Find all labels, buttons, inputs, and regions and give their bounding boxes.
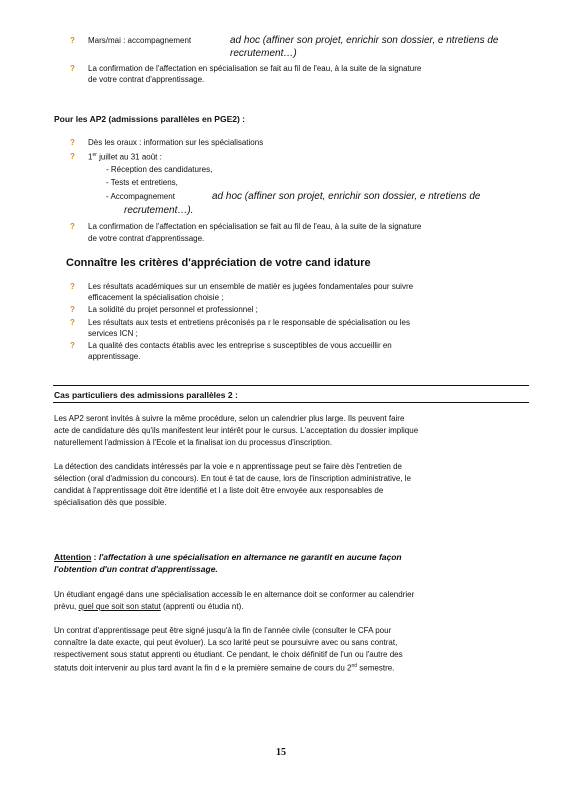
list-item-text: services ICN ; [88,329,138,338]
bullet-icon: ? [70,152,75,161]
attention-label: Attention [54,552,92,562]
sub-item: - Réception des candidatures, [106,165,213,174]
bullet-icon: ? [70,305,75,314]
list-item-text: de votre contrat d'apprentissage. [88,234,205,243]
bullet-icon: ? [70,282,75,291]
page-number: 15 [276,747,286,758]
sub-item: - Accompagnement [106,192,175,201]
divider [53,385,529,386]
paragraph-line: Un contrat d'apprentissage peut être signé jusqu'à la fin de l'année civile (consulter le CFA pour [54,626,392,635]
paragraph-line: Un étudiant engagé dans une spécialisation accessib le en alternance doit se conformer au calendrier [54,590,415,599]
paragraph-line: naturellement l'admission à l'Ecole et la finalisat ion du processus d'inscription. [54,438,333,447]
bullet-icon: ? [70,222,75,231]
bullet-icon: ? [70,36,75,45]
paragraph-line: respectivement sous statut apprenti ou étudiant. Ce pendant, le choix définitif de l'un ou l'autre des [54,650,403,659]
attention-note-line2: l'obtention d'un contrat d'apprentissage. [54,564,218,574]
list-item-text: La solidité du projet personnel et professionnel ; [88,305,258,314]
list-item-text: Les résultats académiques sur un ensemble de matièr es jugées fondamentales pour suivre [88,282,414,291]
list-item-text: de votre contrat d'apprentissage. [88,75,205,84]
section-heading: Pour les AP2 (admissions parallèles en PGE2) : [54,114,246,124]
bullet-icon: ? [70,64,75,73]
list-item-italic: ad hoc (affiner son projet, enrichir son dossier, e ntretiens de recrutement…) [230,35,499,59]
attention-note: Attention : l'affectation à une spécialisation en alternance ne garantit en aucune façon [54,552,402,562]
bullet-icon: ? [70,138,75,147]
sub-item-italic: ad hoc (affiner son projet, enrichir son dossier, e ntretiens de [212,191,481,202]
section-heading: Connaître les critères d'appréciation de votre cand idature [66,257,371,269]
list-item-text: La confirmation de l'affectation en spécialisation se fait au fil de l'eau, à la suite de la signature [88,222,422,231]
paragraph-line: acte de candidature dès qu'ils manifestent leur intérêt pour le cursus. L'acceptation du dossier implique [54,426,419,435]
sub-item-italic: recrutement…). [124,205,194,216]
list-item-text: La qualité des contacts établis avec les entreprise s susceptibles de vous accueillir en [88,341,392,350]
list-item-text: La confirmation de l'affectation en spécialisation se fait au fil de l'eau, à la suite de la signature [88,64,422,73]
section-heading: Cas particuliers des admissions parallèles 2 : [54,390,238,400]
bullet-icon: ? [70,341,75,350]
list-item-text: apprentissage. [88,352,141,361]
paragraph-line: Les AP2 seront invités à suivre la même procédure, selon un calendrier plus large. Ils peuvent faire [54,414,405,423]
paragraph-line: candidat à l'apprentissage doit être identifié et l a liste doit être envoyée aux responsables de [54,486,384,495]
list-item-text: efficacement la spécialisation choisie ; [88,293,224,302]
list-item-text: 1er juillet au 31 août : [88,152,162,162]
paragraph-line: sélection (oral d'admission du concours). En tout é tat de cause, lors de l'inscription administrative, le [54,474,412,483]
list-item-text: Les résultats aux tests et entretiens préconisés pa r le responsable de spécialisation ou les [88,318,410,327]
paragraph-line: La détection des candidats intéressés par la voie e n apprentissage peut se faire dès l'entretien de [54,462,402,471]
paragraph-line: prévu, quel que soit son statut (apprenti ou étudia nt). [54,602,244,611]
paragraph-line: connaître la date exacte, qui peut évoluer). La sco larité peut se poursuivre avec ou sans contrat, [54,638,398,647]
divider [53,402,529,403]
paragraph-line: statuts doit intervenir au plus tard avant la fin d e la première semaine de cours du 2nd semestre. [54,663,395,673]
bullet-icon: ? [70,318,75,327]
paragraph-line: spécialisation dès que possible. [54,498,167,507]
list-item-text: Mars/mai : accompagnement [88,36,192,45]
list-item-text: Dès les oraux : information sur les spécialisations [88,138,264,147]
sub-item: - Tests et entretiens, [106,178,178,187]
